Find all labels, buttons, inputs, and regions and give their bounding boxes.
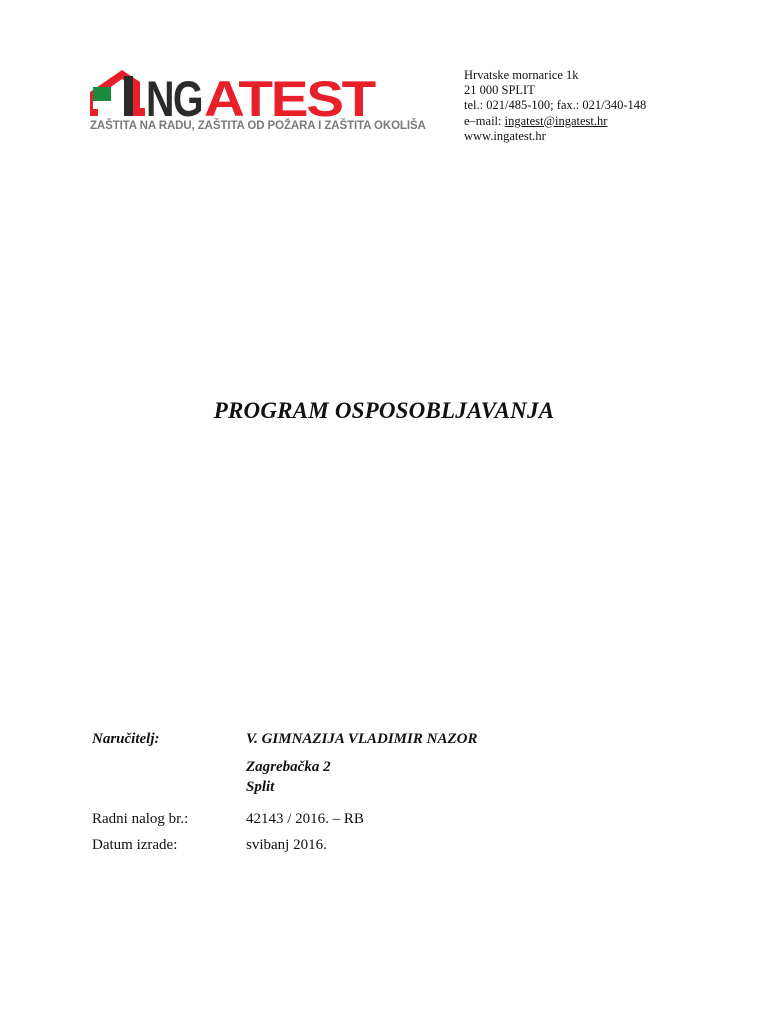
client-city: Split <box>246 779 275 795</box>
order-value: 42143 / 2016. – RB <box>246 811 364 827</box>
contact-street: Hrvatske mornarice 1k <box>464 68 579 82</box>
company-logo <box>90 68 426 140</box>
svg-text:NG: NG <box>146 71 202 118</box>
client-label: Naručitelj: <box>92 731 160 747</box>
logo-tagline: ZAŠTITA NA RADU, ZAŠTITA OD POŽARA I ZAŠTITA OKOLIŠA <box>90 120 426 132</box>
client-name: V. GIMNAZIJA VLADIMIR NAZOR <box>246 731 478 747</box>
svg-text:ATEST: ATEST <box>204 71 376 118</box>
contact-phone: tel.: 021/485-100; fax.: 021/340-148 <box>464 98 647 113</box>
client-street: Zagrebačka 2 <box>246 759 331 775</box>
ingatest-logo-mark <box>90 68 380 118</box>
document-title: PROGRAM OSPOSOBLJAVANJA <box>213 398 555 423</box>
green-square-shape <box>93 87 111 101</box>
company-contact <box>464 68 646 144</box>
date-label: Datum izrade: <box>92 837 178 853</box>
contact-email-prefix: e–mail: <box>464 113 505 128</box>
order-label: Radni nalog br.: <box>92 811 189 827</box>
contact-web: www.ingatest.hr <box>464 128 546 143</box>
contact-email-line <box>464 114 646 129</box>
logo-dot-shape <box>137 108 145 116</box>
contact-city: 21 000 SPLIT <box>464 83 535 98</box>
contact-email-link[interactable]: ingatest@ingatest.hr <box>504 113 608 128</box>
date-value: svibanj 2016. <box>246 837 327 853</box>
